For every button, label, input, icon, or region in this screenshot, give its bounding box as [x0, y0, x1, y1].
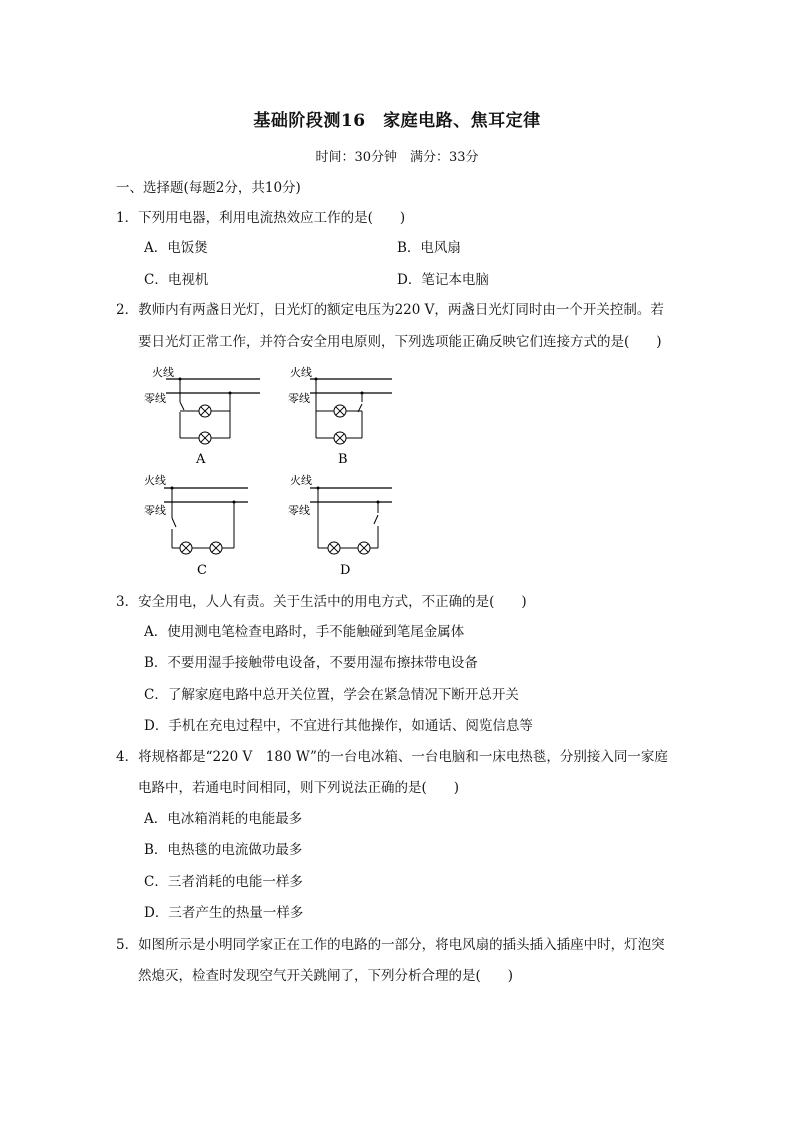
q1-stem: 1．下列用电器，利用电流热效应工作的是( )	[116, 210, 406, 226]
q1-option-d: D．笔记本电脑	[397, 272, 489, 288]
q3-option-b: B．不要用湿手接触带电设备，不要用湿布擦抹带电设备	[144, 655, 478, 671]
q2-stem-line2: 要日光灯正常工作，并符合安全用电原则，下列选项能正确反映它们连接方式的是( )	[138, 334, 662, 350]
q5-stem-line2: 然熄灭，检查时发现空气开关跳闸了，下列分析合理的是( )	[138, 968, 514, 984]
q1-option-c: C．电视机	[144, 272, 209, 288]
zero-line-label: 零线	[288, 392, 310, 405]
figure-label-a: A	[196, 452, 206, 467]
q4-option-d: D．三者产生的热量一样多	[144, 905, 304, 921]
circuit-figure-c	[138, 470, 268, 582]
q4-option-c: C．三者消耗的电能一样多	[144, 874, 303, 890]
exam-info: 时间：30分钟 满分：33分	[315, 150, 479, 165]
q3-option-d: D．手机在充电过程中，不宜进行其他操作，如通话、阅览信息等	[144, 718, 533, 734]
fire-line-label: 火线	[290, 474, 312, 487]
q3-option-a: A．使用测电笔检查电路时，手不能触碰到笔尾金属体	[144, 624, 465, 640]
figure-label-c: C	[197, 563, 207, 578]
fire-line-label: 火线	[290, 366, 312, 379]
q1-option-a: A．电饭煲	[144, 240, 208, 256]
zero-line-label: 零线	[144, 392, 166, 405]
zero-line-label: 零线	[288, 504, 310, 517]
circuit-figure-b	[282, 362, 412, 471]
zero-line-label: 零线	[144, 504, 166, 517]
q2-stem-line1: 2．教师内有两盏日光灯，日光灯的额定电压为220 V，两盏日光灯同时由一个开关控制。若	[116, 302, 664, 318]
figure-label-b: B	[338, 452, 348, 467]
circuit-figure-d	[282, 470, 412, 582]
q4-option-a: A．电冰箱消耗的电能最多	[144, 811, 303, 827]
fire-line-label: 火线	[152, 366, 174, 379]
section-heading: 一、选择题(每题2分，共10分)	[116, 180, 301, 196]
q4-option-b: B．电热毯的电流做功最多	[144, 842, 303, 858]
q3-stem: 3．安全用电，人人有责。关于生活中的用电方式，不正确的是( )	[116, 594, 527, 610]
q4-stem-line2: 电路中，若通电时间相同，则下列说法正确的是( )	[138, 780, 460, 796]
q4-stem-line1: 4．将规格都是“220 V 180 W”的一台电冰箱、一台电脑和一床电热毯，分别接入同一家庭	[116, 749, 668, 765]
q5-stem-line1: 5．如图所示是小明同学家正在工作的电路的一部分，将电风扇的插头插入插座中时，灯泡突	[116, 937, 665, 953]
fire-line-label: 火线	[144, 474, 166, 487]
figure-label-d: D	[340, 563, 351, 578]
q3-option-c: C．了解家庭电路中总开关位置，学会在紧急情况下断开总开关	[144, 687, 519, 703]
q1-option-b: B．电风扇	[397, 240, 461, 256]
page-title: 基础阶段测16 家庭电路、焦耳定律	[253, 111, 541, 131]
circuit-figure-a	[138, 362, 268, 471]
